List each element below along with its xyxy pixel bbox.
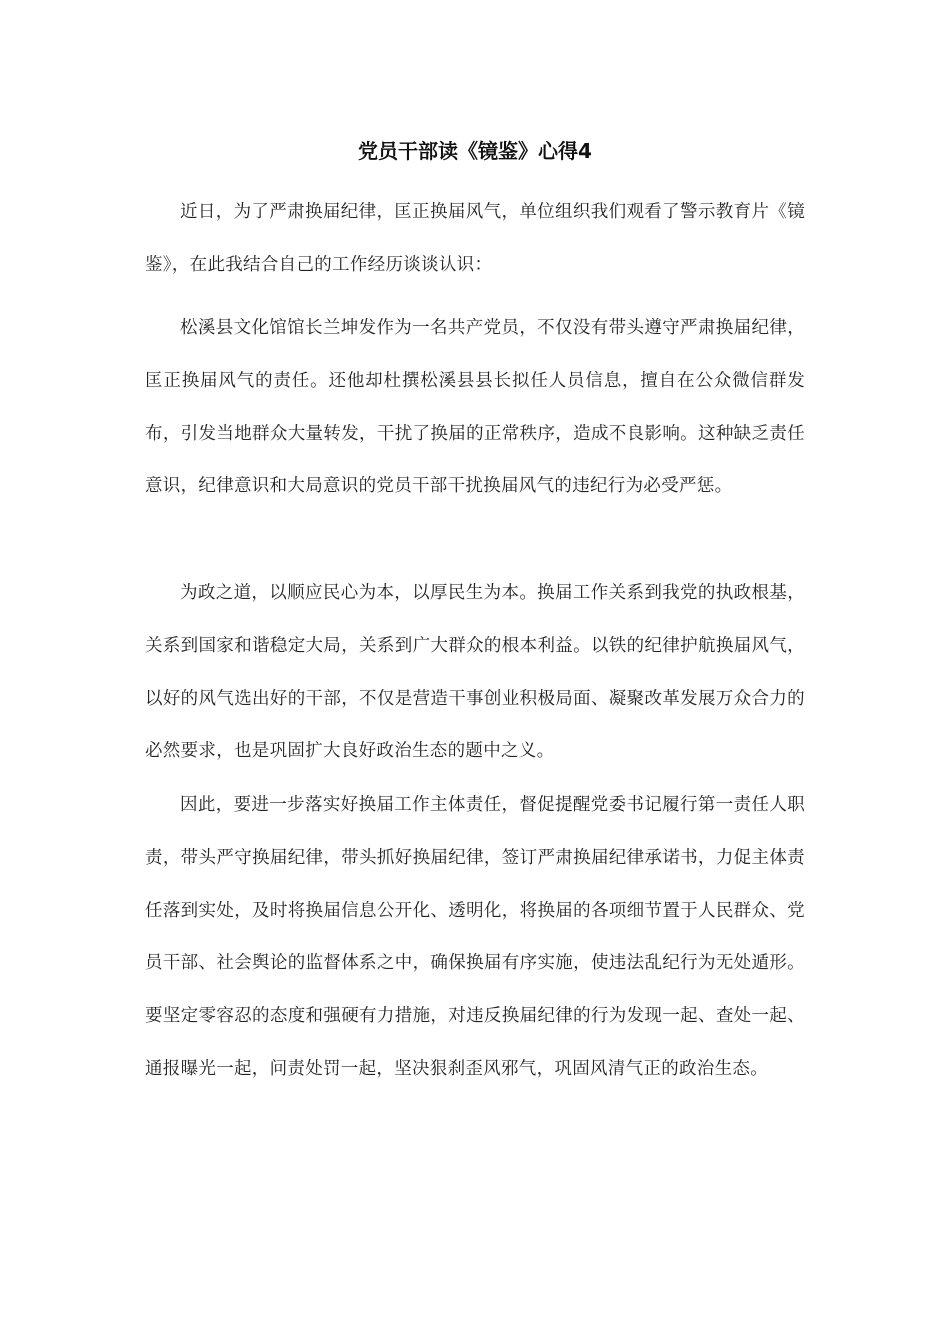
paragraph-case: 松溪县文化馆馆长兰坤发作为一名共产党员，不仅没有带头遵守严肃换届纪律，匡正换届风气的责任。还他却杜撰松溪县县长拟任人员信息，擅自在公众微信群发布，引发当地群众大量转发，干扰了换届的正常秩序，造成不良影响。这种缺乏责任意识，纪律意识和大局意识的党员干部干扰换届风气的违纪行为必受严惩。 xyxy=(145,318,805,497)
paragraph-measures: 因此，要进一步落实好换届工作主体责任，督促提醒党委书记履行第一责任人职责，带头严守换届纪律，带头抓好换届纪律，签订严肃换届纪律承诺书，力促主体责任落到实处，及时将换届信息公开化、透明化，将换届的各项细节置于人民群众、党员干部、社会舆论的监督体系之中，确保换届有序实施，使违法乱纪行为无处遁形。要坚定零容忍的态度和强硬有力措施，对违反换届纪律的行为发现一起、查处一起、通报曝光一起，问责处罚一起，坚决狠刹歪风邪气，巩固风清气正的政治生态。 xyxy=(145,795,805,1079)
paragraph-intro: 近日，为了严肃换届纪律，匡正换届风气，单位组织我们观看了警示教育片《镜鉴》，在此我结合自己的工作经历谈谈认识： xyxy=(145,202,805,275)
document-title: 党员干部读《镜鉴》心得4 xyxy=(358,139,592,163)
paragraph-principle: 为政之道，以顺应民心为本，以厚民生为本。换届工作关系到我党的执政根基，关系到国家和谐稳定大局，关系到广大群众的根本利益。以铁的纪律护航换届风气，以好的风气选出好的干部，不仅是营造干事创业积极局面、凝聚改革发展万众合力的必然要求，也是巩固扩大良好政治生态的题中之义。 xyxy=(145,583,805,762)
